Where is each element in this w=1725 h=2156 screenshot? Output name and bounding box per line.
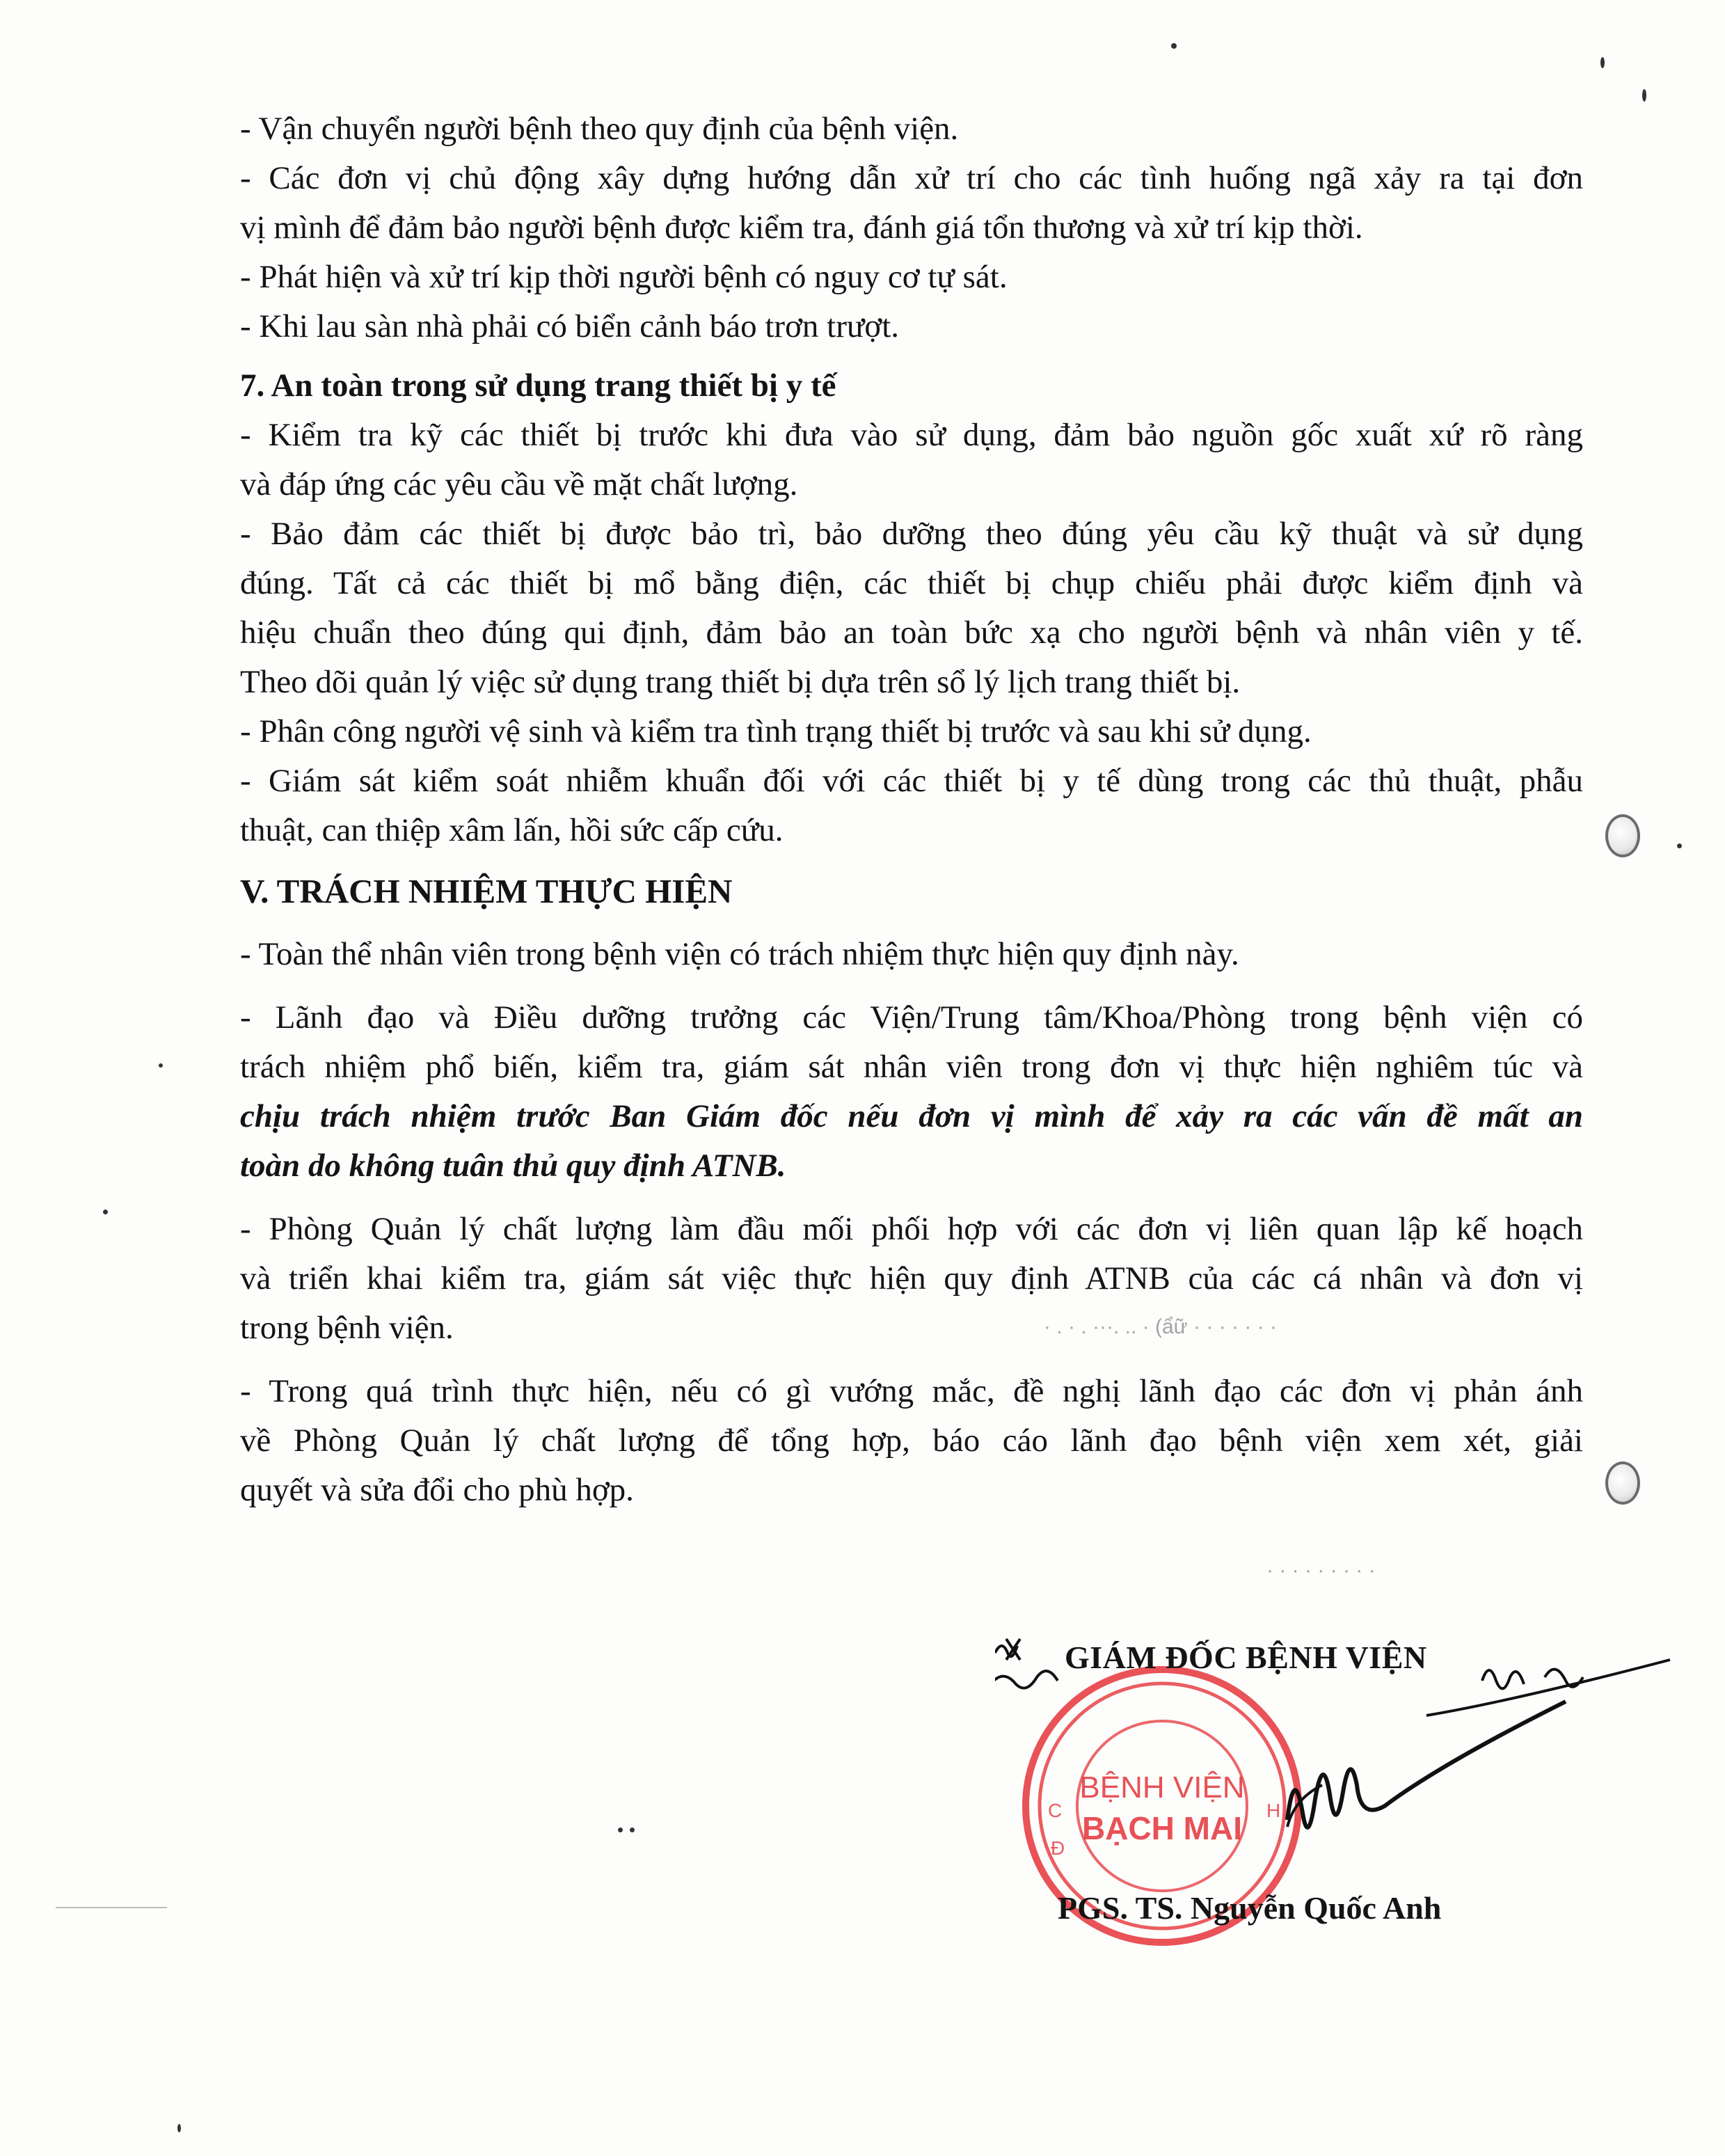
text-line: - Kiểm tra kỹ các thiết bị trước khi đưa vào sử dụng, đảm bảo nguồn gốc xuất xứ rõ ràng	[240, 417, 1583, 453]
section-7-heading: 7. An toàn trong sử dụng trang thiết bị y tế	[240, 367, 836, 404]
scan-speck	[1171, 43, 1177, 49]
bleed-through-text: · . · . ···. .. · (ẩữ · · · · · · ·	[1044, 1315, 1277, 1338]
text-line: hiệu chuẩn theo đúng qui định, đảm bảo an toàn bức xạ cho người bệnh và nhân viên y tế.	[240, 615, 1583, 651]
text-line: - Các đơn vị chủ động xây dựng hướng dẫn xử trí cho các tình huống ngã xảy ra tại đơn	[240, 160, 1583, 196]
scan-speck	[159, 1063, 163, 1068]
text-line: và đáp ứng các yêu cầu về mặt chất lượng.	[240, 466, 798, 502]
text-line: - Lãnh đạo và Điều dưỡng trưởng các Viện/Trung tâm/Khoa/Phòng trong bệnh viện có	[240, 999, 1583, 1036]
text-line: - Giám sát kiểm soát nhiễm khuẩn đối với các thiết bị y tế dùng trong các thủ thuật, phẫu	[240, 763, 1583, 799]
signature-title: GIÁM ĐỐC BỆNH VIỆN	[1065, 1640, 1427, 1675]
text-line: Theo dõi quản lý việc sử dụng trang thiết bị dựa trên sổ lý lịch trang thiết bị.	[240, 664, 1241, 700]
scan-speck	[1642, 89, 1646, 102]
punch-hole-icon	[1605, 1461, 1640, 1505]
scan-speck	[103, 1210, 108, 1214]
emphasis-line: toàn do không tuân thủ quy định ATNB.	[240, 1148, 786, 1184]
text-line: - Khi lau sàn nhà phải có biển cảnh báo trơn trượt.	[240, 308, 900, 344]
scan-speck	[1677, 843, 1682, 848]
text-line: - Toàn thể nhân viên trong bệnh viện có trách nhiệm thực hiện quy định này.	[240, 936, 1239, 972]
svg-text:C: C	[1048, 1800, 1063, 1821]
signature-block	[995, 1639, 1621, 1959]
text-line: về Phòng Quản lý chất lượng để tổng hợp, báo cáo lãnh đạo bệnh viện xem xét, giải	[240, 1422, 1583, 1459]
text-line: - Phát hiện và xử trí kịp thời người bệnh có nguy cơ tự sát.	[240, 259, 1008, 295]
text-line: và triển khai kiểm tra, giám sát việc thực hiện quy định ATNB của các cá nhân và đơn vị	[240, 1260, 1583, 1297]
scan-speck	[618, 1828, 623, 1832]
scan-speck	[1600, 57, 1605, 68]
bleed-through-text: · · · · · · · · ·	[1266, 1559, 1376, 1582]
section-v-heading: V. TRÁCH NHIỆM THỰC HIỆN	[240, 872, 733, 910]
text-line: - Phòng Quản lý chất lượng làm đầu mối phối hợp với các đơn vị liên quan lập kế hoạch	[240, 1211, 1583, 1247]
text-line: - Phân công người vệ sinh và kiểm tra tình trạng thiết bị trước và sau khi sử dụng.	[240, 713, 1312, 750]
stamp-line-2: BẠCH MAI	[1082, 1810, 1242, 1846]
scan-speck	[56, 1907, 167, 1908]
text-line: vị mình để đảm bảo người bệnh được kiểm tra, đánh giá tổn thương và xử trí kịp thời.	[240, 209, 1363, 246]
document-body	[240, 104, 1583, 1515]
handwritten-signature	[995, 1611, 1691, 1903]
punch-hole-icon	[1605, 814, 1640, 857]
text-line: - Trong quá trình thực hiện, nếu có gì vướng mắc, đề nghị lãnh đạo các đơn vị phản ánh	[240, 1373, 1583, 1409]
text-line: quyết và sửa đổi cho phù hợp.	[240, 1472, 634, 1508]
text-line: trong bệnh viện.	[240, 1310, 454, 1346]
emphasis-line: chịu trách nhiệm trước Ban Giám đốc nếu đơn vị mình để xảy ra các vấn đề mất an	[240, 1098, 1583, 1134]
text-line: thuật, can thiệp xâm lấn, hồi sức cấp cứu.	[240, 812, 784, 848]
text-line: trách nhiệm phổ biến, kiểm tra, giám sát nhân viên trong đơn vị thực hiện nghiêm túc và	[240, 1049, 1583, 1085]
text-line: - Vận chuyển người bệnh theo quy định của bệnh viện.	[240, 111, 959, 147]
text-line: đúng. Tất cả các thiết bị mổ bằng điện, các thiết bị chụp chiếu phải được kiểm định và	[240, 565, 1583, 601]
scan-speck	[177, 2124, 181, 2132]
signer-name: PGS. TS. Nguyễn Quốc Anh	[1058, 1890, 1442, 1926]
stamp-line-1: BỆNH VIỆN	[1079, 1770, 1245, 1805]
svg-text:H: H	[1266, 1800, 1281, 1821]
text-line: - Bảo đảm các thiết bị được bảo trì, bảo dưỡng theo đúng yêu cầu kỹ thuật và sử dụng	[240, 516, 1583, 552]
scan-speck	[630, 1828, 635, 1832]
svg-text:Đ: Đ	[1051, 1837, 1065, 1859]
